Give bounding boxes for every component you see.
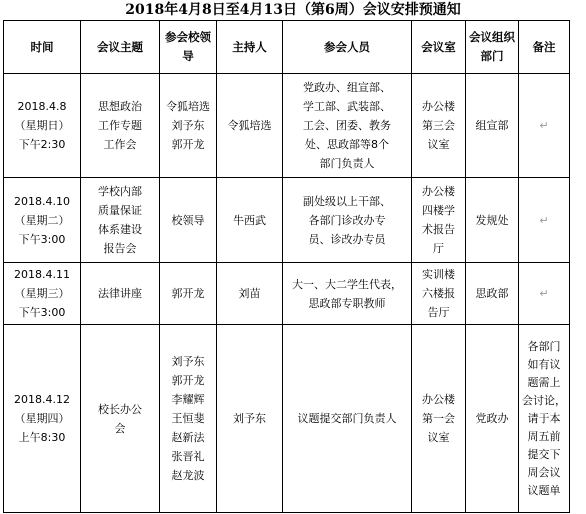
cell-leaders: 校领导 xyxy=(160,178,217,263)
header-leaders: 参会校领导 xyxy=(160,21,217,74)
cell-attendees: 副处级以上干部、 各部门诊改办专 员、诊改办专员 xyxy=(283,178,412,263)
header-room: 会议室 xyxy=(412,21,466,74)
cell-dept: 发规处 xyxy=(466,178,519,263)
header-attendees: 参会人员 xyxy=(283,21,412,74)
header-note: 备注 xyxy=(519,21,570,74)
cell-time: 2018.4.11 （星期三） 下午3:00 xyxy=(4,263,81,325)
header-row xyxy=(4,21,570,74)
cell-time: 2018.4.8 （星期日） 下午2:30 xyxy=(4,74,81,178)
table-row xyxy=(4,325,570,513)
cell-topic: 学校内部 质量保证 体系建设 报告会 xyxy=(81,178,160,263)
cell-topic: 校长办公 会 xyxy=(81,325,160,513)
cell-host: 令狐培选 xyxy=(217,74,283,178)
table-row xyxy=(4,263,570,325)
cell-host: 刘苗 xyxy=(217,263,283,325)
cell-time: 2018.4.10 （星期二） 下午3:00 xyxy=(4,178,81,263)
cell-attendees: 议题提交部门负责人 xyxy=(283,325,412,513)
cell-leaders: 郭开龙 xyxy=(160,263,217,325)
cell-dept: 思政部 xyxy=(466,263,519,325)
cell-topic: 法律讲座 xyxy=(81,263,160,325)
cell-note: 各部门 如有议 题需上 会讨论， 请于本 周五前 提交下 周会议 议题单 xyxy=(519,325,570,513)
header-dept: 会议组织部门 xyxy=(466,21,519,74)
page-title: 2018年4月8日至4月13日（第6周）会议安排预通知 xyxy=(125,2,461,18)
table-row xyxy=(4,178,570,263)
cell-leaders: 刘予东 郭开龙 李耀辉 王恒斐 赵新法 张晋礼 赵龙波 xyxy=(160,325,217,513)
cell-host: 牛西武 xyxy=(217,178,283,263)
schedule-table xyxy=(3,20,570,513)
cell-note: ↵ xyxy=(519,263,570,325)
cell-room: 办公楼 第三会 议室 xyxy=(412,74,466,178)
cell-note: ↵ xyxy=(519,74,570,178)
cell-time: 2018.4.12 （星期四） 上午8:30 xyxy=(4,325,81,513)
cell-room: 实训楼 六楼报 告厅 xyxy=(412,263,466,325)
table-row xyxy=(4,74,570,178)
cell-leaders: 令狐培选 刘予东 郭开龙 xyxy=(160,74,217,178)
cell-attendees: 大一、大二学生代表， 思政部专职教师 xyxy=(283,263,412,325)
header-topic: 会议主题 xyxy=(81,21,160,74)
header-host: 主持人 xyxy=(217,21,283,74)
cell-room: 办公楼 四楼学 术报告 厅 xyxy=(412,178,466,263)
header-time: 时间 xyxy=(4,21,81,74)
cell-host: 刘予东 xyxy=(217,325,283,513)
cell-room: 办公楼 第一会 议室 xyxy=(412,325,466,513)
cell-dept: 组宣部 xyxy=(466,74,519,178)
cell-topic: 思想政治 工作专题 工作会 xyxy=(81,74,160,178)
cell-attendees: 党政办、组宣部、 学工部、武装部、 工会、团委、教务 处、思政部等8个 部门负责人 xyxy=(283,74,412,178)
cell-dept: 党政办 xyxy=(466,325,519,513)
cell-note: ↵ xyxy=(519,178,570,263)
